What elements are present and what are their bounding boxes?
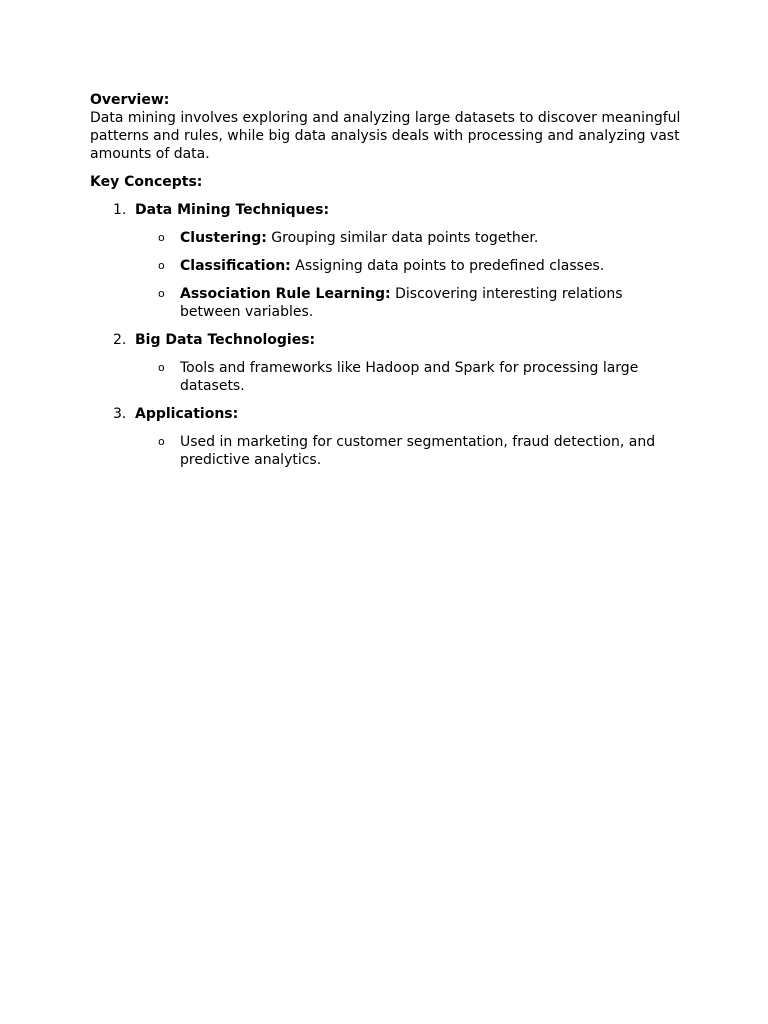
bullet-icon: o [158,435,165,448]
sub-item-text: Assigning data points to predefined classes. [290,258,605,274]
concept-item [90,405,682,469]
sub-item [135,359,682,395]
key-concepts-heading: Key Concepts: [90,174,203,190]
sub-item-title: Clustering: [180,230,267,246]
concept-title: Big Data Technologies: [135,332,316,348]
concept-title: Data Mining Techniques: [135,202,330,218]
sub-item [135,285,682,321]
sub-item-text: Tools and frameworks like Hadoop and Spark for processing large datasets. [180,360,639,394]
sub-list [135,229,682,321]
sub-item-text: Grouping similar data points together. [266,230,539,246]
sub-item-text: Discovering interesting relations between variables. [180,286,623,320]
sub-item-title: Classification: [180,258,291,274]
overview-text: Data mining involves exploring and analyzing large datasets to discover meaningful patterns and rules, while big data analysis deals with processing and analyzing vast amounts of data. [90,110,681,162]
sub-item-title: Association Rule Learning: [180,286,391,302]
bullet-icon: o [158,259,165,272]
overview-heading: Overview: [90,92,170,108]
concept-title: Applications: [135,406,239,422]
sub-item [135,229,682,247]
concept-item [90,331,682,395]
bullet-icon: o [158,231,165,244]
concept-number: 3. [113,406,127,422]
concept-number: 1. [113,202,127,218]
sub-item [135,433,682,469]
key-concepts-list [90,201,682,469]
bullet-icon: o [158,287,165,300]
document-page [90,91,682,479]
bullet-icon: o [158,361,165,374]
concept-number: 2. [113,332,127,348]
sub-list [135,359,682,395]
sub-list [135,433,682,469]
concept-item [90,201,682,321]
sub-item [135,257,682,275]
sub-item-text: Used in marketing for customer segmentation, fraud detection, and predictive analytics. [180,434,656,468]
